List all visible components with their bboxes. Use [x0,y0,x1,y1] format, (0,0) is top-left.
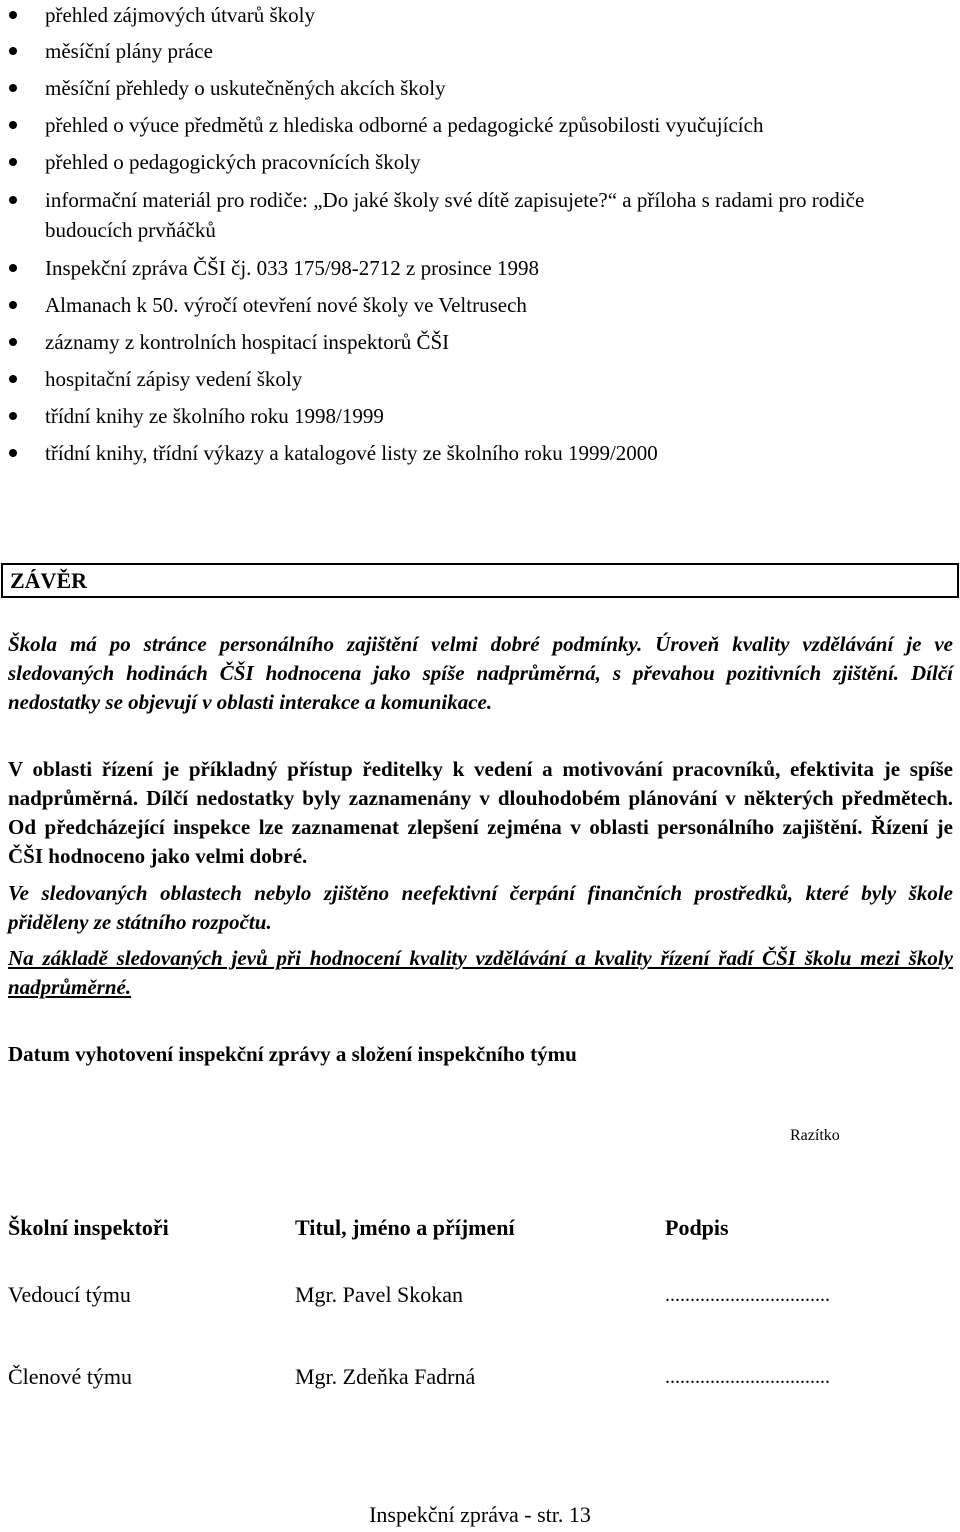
conclusion-paragraph-1: Škola má po stránce personálního zajištění velmi dobré podmínky. Úroveň kvality vzdělávání je ve sledovaných hodinách ČŠI hodnocena jako spíše nadprůměrná, s převahou pozitivních zjištění. Dílčí nedostatky se objevují v oblasti interakce a komunikace. [8,632,953,714]
team-role: Členové týmu [8,1364,133,1389]
signature-line: ................................. [665,1284,830,1306]
stamp-label: Razítko [790,1127,840,1144]
bullet-icon [9,84,17,92]
bullet-icon [9,11,17,19]
bullet-icon [9,47,17,55]
team-member-name: Mgr. Pavel Skokan [295,1282,464,1307]
table-row [8,1280,958,1340]
list-item-text: přehled o pedagogických pracovnících školy [45,150,421,174]
bullet-icon [9,158,17,166]
conclusion-paragraph-2: V oblasti řízení je příkladný přístup ředitelky k vedení a motivování pracovníků, efektivita je spíše nadprůměrná. Dílčí nedostatky byly zaznamenány v dlouhodobém plánování v některých předmětech. Od předcházející inspekce lze zaznamenat zlepšení zejména v oblasti personálního zajištění. Řízení je ČŠI hodnoceno jako velmi dobré. [8,757,953,868]
bullet-icon [9,449,17,457]
list-item-text: Inspekční zpráva ČŠI čj. 033 175/98-2712 z prosince 1998 [45,256,539,280]
list-item-text: hospitační zápisy vedení školy [45,367,303,391]
bullet-icon [9,121,17,129]
bullet-icon [9,264,17,272]
conclusion-summary: Na základě sledovaných jevů při hodnocení kvality vzdělávání a kvality řízení řadí ČŠI školu mezi školy nadprůměrné. [8,946,953,999]
table-row [8,1362,958,1422]
bullet-icon [9,412,17,420]
column-header-signature: Podpis [665,1215,729,1240]
column-header-inspectors: Školní inspektoři [8,1215,169,1240]
section-heading-box [1,563,959,598]
team-member-name: Mgr. Zdeňka Fadrná [295,1364,476,1389]
list-item-text: přehled zájmových útvarů školy [45,3,316,27]
section-title: ZÁVĚR [10,568,88,593]
bullet-icon [9,301,17,309]
list-item-text: třídní knihy, třídní výkazy a katalogové listy ze školního roku 1999/2000 [45,441,658,465]
list-item-text: měsíční přehledy o uskutečněných akcích školy [45,76,446,100]
bullet-icon [9,338,17,346]
page-footer: Inspekční zpráva - str. 13 [369,1502,591,1527]
list-item-text: záznamy z kontrolních hospitací inspektorů ČŠI [45,330,450,354]
list-item-text: třídní knihy ze školního roku 1998/1999 [45,404,384,428]
team-role: Vedoucí týmu [8,1282,131,1307]
signature-line: ................................. [665,1366,830,1388]
column-header-name: Titul, jméno a příjmení [295,1215,515,1240]
list-item-text: přehled o výuce předmětů z hlediska odborné a pedagogické způsobilosti vyučujících [45,113,764,137]
list-item-text: informační materiál pro rodiče: „Do jaké školy své dítě zapisujete?“ a příloha s radami pro rodiče budoucích prvňáčků [45,188,865,242]
list-item-text: Almanach k 50. výročí otevření nové školy ve Veltrusech [45,293,527,317]
conclusion-paragraph-3: Ve sledovaných oblastech nebylo zjištěno neefektivní čerpání finančních prostředků, které byly škole přiděleny ze státního rozpočtu. [8,881,953,934]
bullet-icon [9,196,17,204]
list-item-text: měsíční plány práce [45,39,213,63]
bullet-icon [9,375,17,383]
report-date-heading: Datum vyhotovení inspekční zprávy a složení inspekčního týmu [8,1042,577,1066]
